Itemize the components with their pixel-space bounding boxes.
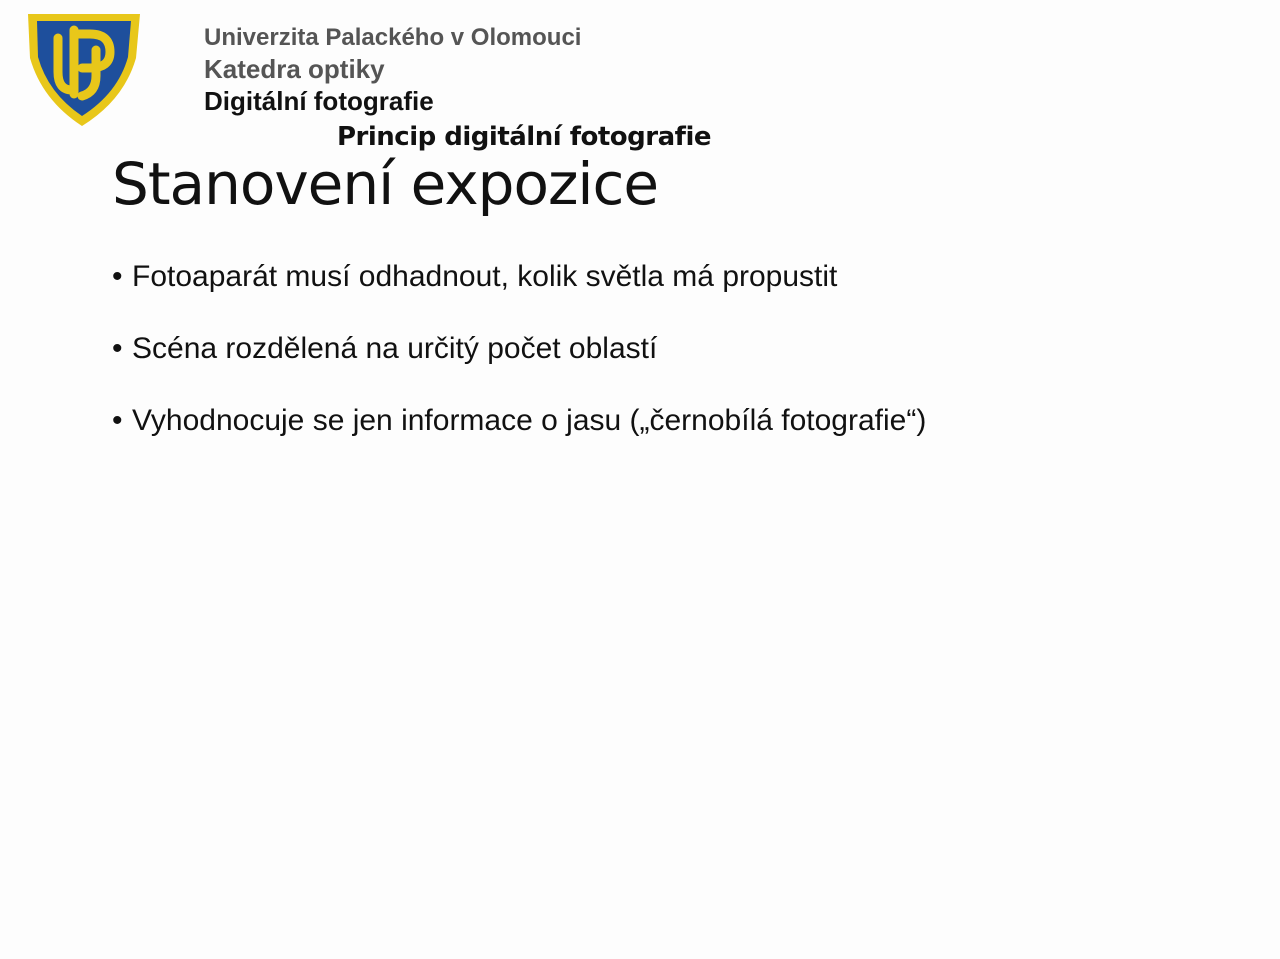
university-crest-icon xyxy=(24,10,144,128)
bullet-marker: • xyxy=(112,404,123,437)
course-name: Digitální fotografie xyxy=(204,86,434,116)
bullet-item xyxy=(112,402,926,474)
bullet-text: Fotoaparát musí odhadnout, kolik světla má propustit xyxy=(132,260,838,293)
bullet-text: Vyhodnocuje se jen informace o jasu („černobílá fotografie“) xyxy=(132,404,927,437)
lecture-subtitle: Princip digitální fotografie xyxy=(337,122,711,152)
bullet-item xyxy=(112,330,926,402)
bullet-item xyxy=(112,258,926,330)
department-name: Katedra optiky xyxy=(204,54,385,84)
slide-title: Stanovení expozice xyxy=(112,150,659,218)
bullet-marker: • xyxy=(112,260,123,293)
bullet-list xyxy=(112,258,926,474)
university-name: Univerzita Palackého v Olomouci xyxy=(204,24,582,51)
bullet-marker: • xyxy=(112,332,123,365)
bullet-text: Scéna rozdělená na určitý počet oblastí xyxy=(132,332,658,365)
